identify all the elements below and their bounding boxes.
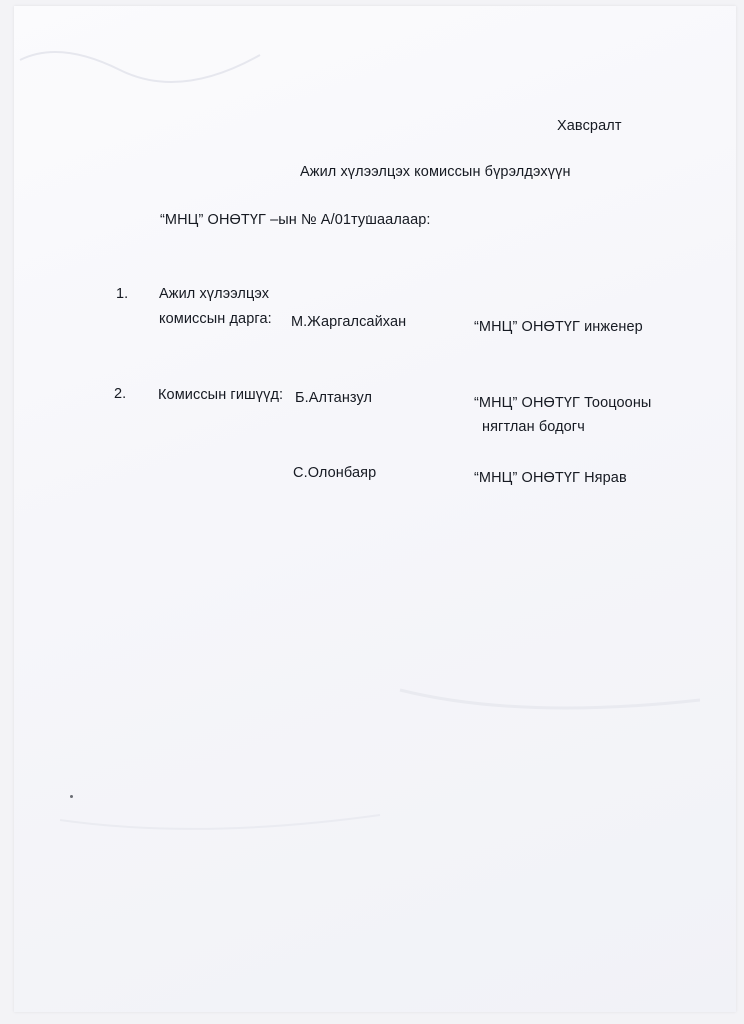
order-reference: “МНЦ” ОНӨТҮГ –ын № А/01тушаалаар: <box>160 212 431 228</box>
paper-sheet <box>14 6 736 1012</box>
member-2-name: С.Олонбаяр <box>293 465 377 481</box>
appendix-label: Хавсралт <box>557 118 622 134</box>
member-1-position-line2: нягтлан бодогч <box>482 419 585 435</box>
item-2-role: Комиссын гишүүд: <box>158 387 284 403</box>
paper-speck <box>70 795 73 798</box>
member-1-name: Б.Алтанзул <box>295 390 373 406</box>
document-title: Ажил хүлээлцэх комиссын бүрэлдэхүүн <box>300 164 571 180</box>
item-1-role-line1: Ажил хүлээлцэх <box>159 286 270 302</box>
member-2-position: “МНЦ” ОНӨТҮГ Нярав <box>474 470 627 486</box>
member-1-position-line1: “МНЦ” ОНӨТҮГ Тооцооны <box>474 395 652 411</box>
item-2-number: 2. <box>114 386 127 402</box>
item-1-role-line2: комиссын дарга: <box>159 311 272 327</box>
item-1-position: “МНЦ” ОНӨТҮГ инженер <box>474 319 643 335</box>
item-1-number: 1. <box>116 286 129 302</box>
item-1-name: М.Жаргалсайхан <box>291 314 407 330</box>
